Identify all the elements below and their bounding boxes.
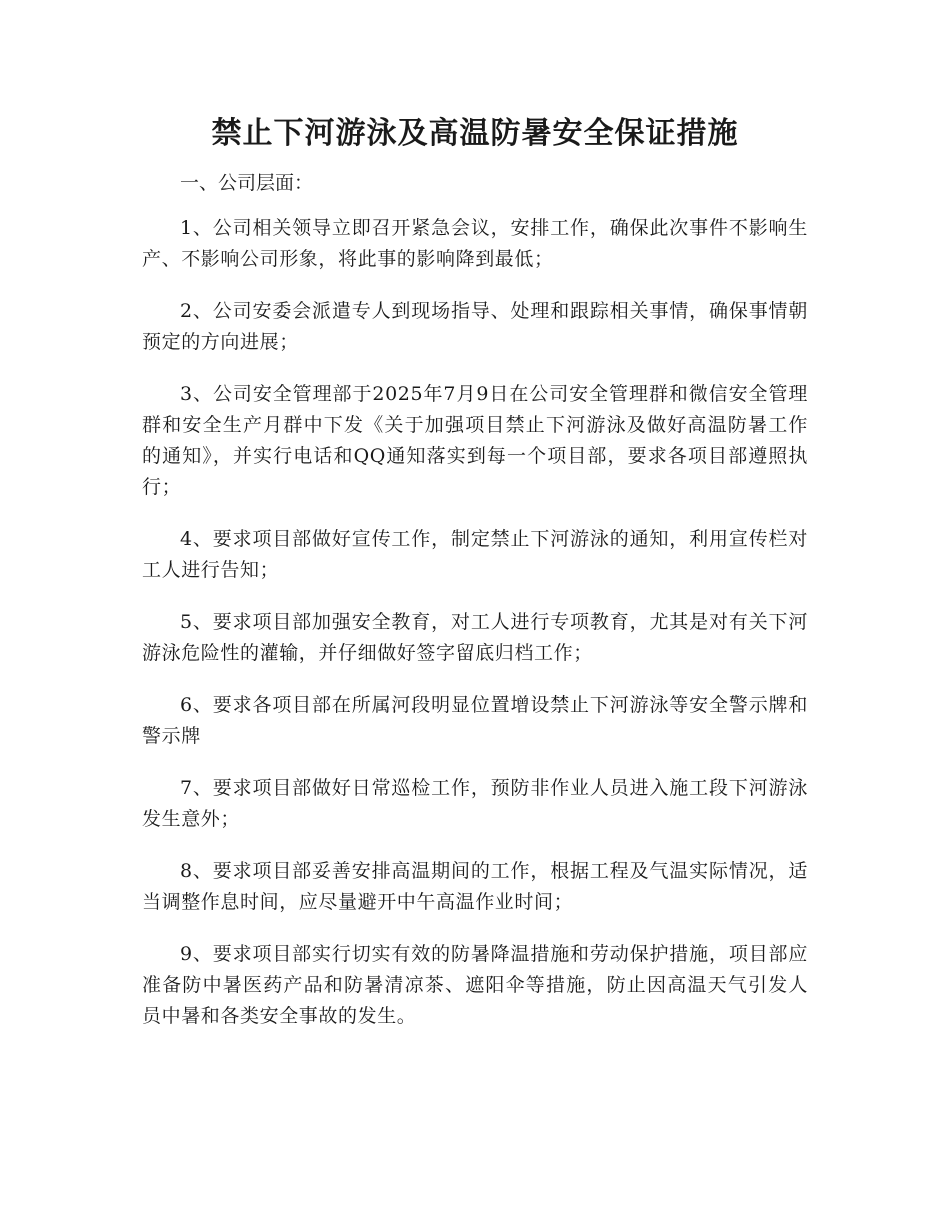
list-item-8: 8、要求项目部妥善安排高温期间的工作，根据工程及气温实际情况，适当调整作息时间，应尽量避开中午高温作业时间； (142, 860, 808, 913)
document-body (142, 168, 808, 1053)
list-item-7: 7、要求项目部做好日常巡检工作，预防非作业人员进入施工段下河游泳发生意外； (142, 777, 808, 830)
list-item-1: 1、公司相关领导立即召开紧急会议，安排工作，确保此次事件不影响生产、不影响公司形象，将此事的影响降到最低； (142, 217, 808, 270)
section-heading: 一、公司层面： (180, 172, 314, 194)
list-item-5: 5、要求项目部加强安全教育，对工人进行专项教育，尤其是对有关下河游泳危险性的灌输，并仔细做好签字留底归档工作； (142, 611, 808, 664)
list-item-6: 6、要求各项目部在所属河段明显位置增设禁止下河游泳等安全警示牌和警示牌 (142, 694, 808, 747)
list-item-2: 2、公司安委会派遣专人到现场指导、处理和跟踪相关事情，确保事情朝预定的方向进展； (142, 300, 808, 353)
list-item-9: 9、要求项目部实行切实有效的防暑降温措施和劳动保护措施，项目部应准备防中暑医药产品和防暑清凉茶、遮阳伞等措施，防止因高温天气引发人员中暑和各类安全事故的发生。 (142, 943, 808, 1027)
list-item-3: 3、公司安全管理部于2025年7月9日在公司安全管理群和微信安全管理群和安全生产月群中下发《关于加强项目禁止下河游泳及做好高温防暑工作的通知》，并实行电话和QQ通知落实到每一个项目部，要求各项目部遵照执行； (142, 383, 808, 498)
list-item-4: 4、要求项目部做好宣传工作，制定禁止下河游泳的通知，利用宣传栏对工人进行告知； (142, 528, 808, 581)
document-title: 禁止下河游泳及高温防暑安全保证措施 (211, 116, 739, 151)
